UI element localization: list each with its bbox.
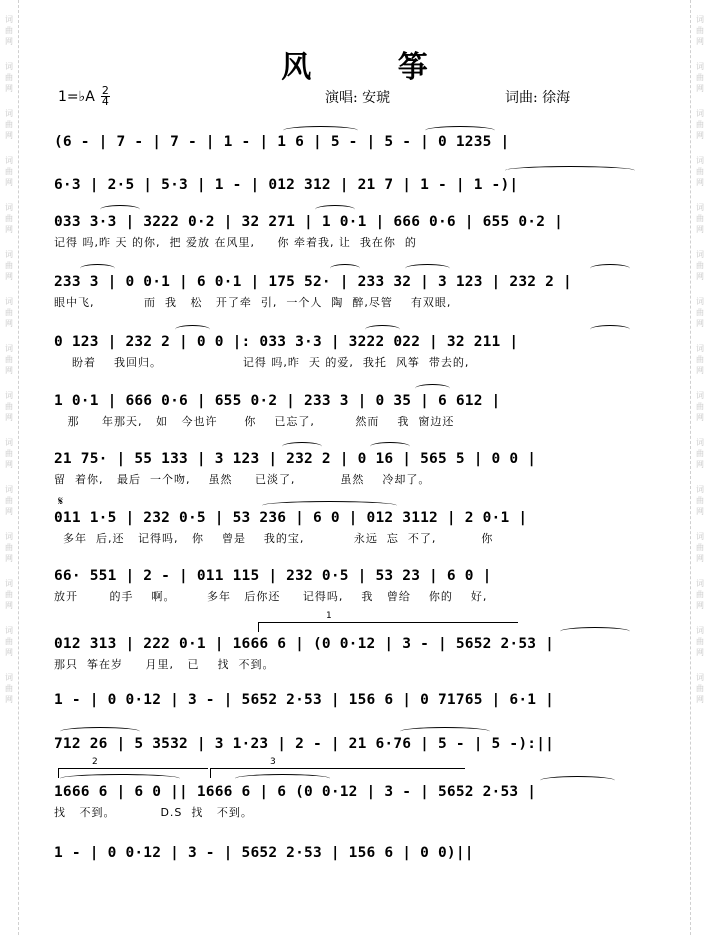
notation-line: 233 3 | 0 0·1 | 6 0·1 | 175 52· | 233 32 | 3 123 | 232 2 | <box>54 274 572 290</box>
lyrics-line: 盼着 我回归。 记得 吗,昨 天 的爱, 我托 风筝 带去的, <box>54 356 470 369</box>
score-system-13 <box>54 782 654 820</box>
watermark-text: 词曲网 <box>5 344 13 375</box>
slur <box>540 776 615 785</box>
watermark-text: 词曲网 <box>696 109 704 140</box>
watermark-text: 词曲网 <box>696 156 704 187</box>
watermark-text: 词曲网 <box>5 579 13 610</box>
notation-line: 6·3 | 2·5 | 5·3 | 1 - | 012 312 | 21 7 | 1 - | 1 -)| <box>54 177 519 193</box>
slur <box>235 774 330 783</box>
ending-bracket-2 <box>58 768 208 769</box>
time-bottom: 4 <box>101 95 109 108</box>
score-system-11 <box>54 690 654 710</box>
watermark-text: 词曲网 <box>5 156 13 187</box>
ending-bracket-1-hook <box>258 622 259 632</box>
notation-line: 712 26 | 5 3532 | 3 1·23 | 2 - | 21 6·76 | 5 - | 5 -):|| <box>54 736 555 752</box>
segno-sign: 𝄋 <box>58 494 64 508</box>
slur <box>175 325 210 334</box>
time-top: 2 <box>101 84 109 97</box>
slur <box>60 727 140 736</box>
slur <box>405 264 450 273</box>
notation-line: 0 123 | 232 2 | 0 0 |: 033 3·3 | 3222 022 | 32 211 | <box>54 334 519 350</box>
watermark-text: 词曲网 <box>696 62 704 93</box>
key-signature <box>58 86 110 107</box>
notation-line: 21 75· | 55 133 | 3 123 | 232 2 | 0 16 | 565 5 | 0 0 | <box>54 451 537 467</box>
watermark-text: 词曲网 <box>696 579 704 610</box>
score-system-5 <box>54 332 654 370</box>
watermark-text: 词曲网 <box>5 532 13 563</box>
lyrics-line: 记得 吗,昨 天 的你, 把 爱放 在风里, 你 牵着我, 让 我在你 的 <box>54 236 417 249</box>
notation-line: 1 - | 0 0·12 | 3 - | 5652 2·53 | 156 6 | 0 0)|| <box>54 845 474 861</box>
watermark-text: 词曲网 <box>5 391 13 422</box>
lyrics-line: 留 着你, 最后 一个吻, 虽然 已淡了, 虽然 冷却了。 <box>54 473 431 486</box>
watermark-text: 词曲网 <box>5 62 13 93</box>
slur <box>425 126 495 135</box>
score-system-3 <box>54 212 654 250</box>
ending-bracket-3-hook <box>210 768 211 778</box>
lyrics-line: 找 不到。 D.S 找 不到。 <box>54 806 253 819</box>
singer-credit: 演唱: 安琥 <box>325 90 391 106</box>
score-system-14 <box>54 843 654 863</box>
watermark-text: 词曲网 <box>696 203 704 234</box>
ending-bracket-2-hook <box>58 768 59 778</box>
slur <box>505 166 635 175</box>
lyrics-line: 那只 筝在岁 月里, 已 找 不到。 <box>54 658 275 671</box>
notation-line: 66· 551 | 2 - | 011 115 | 232 0·5 | 53 23 | 6 0 | <box>54 568 492 584</box>
watermark-text: 词曲网 <box>5 203 13 234</box>
watermark-text: 词曲网 <box>696 391 704 422</box>
notation-line: 1 - | 0 0·12 | 3 - | 5652 2·53 | 156 6 | 0 71765 | 6·1 | <box>54 692 555 708</box>
watermark-text: 词曲网 <box>696 532 704 563</box>
watermark-text: 词曲网 <box>5 485 13 516</box>
slur <box>330 264 360 273</box>
watermark-text: 词曲网 <box>5 438 13 469</box>
ending-bracket-3 <box>210 768 465 769</box>
notation-line: (6 - | 7 - | 7 - | 1 - | 1 6 | 5 - | 5 - | 0 1235 | <box>54 134 510 150</box>
watermark-text: 词曲网 <box>696 250 704 281</box>
score-system-9 <box>54 566 654 604</box>
ending-bracket-1 <box>258 622 518 623</box>
key-label: 1=♭A <box>58 88 95 105</box>
lyrics-line: 放开 的手 啊。 多年 后你还 记得吗, 我 曾给 你的 好, <box>54 590 488 603</box>
slur <box>415 384 450 393</box>
watermark-text: 词曲网 <box>696 438 704 469</box>
slur <box>282 442 322 451</box>
slur <box>590 325 630 334</box>
slur <box>370 442 410 451</box>
ending-label-1: 1 <box>326 611 332 621</box>
watermark-text: 词曲网 <box>696 15 704 46</box>
slur <box>283 126 358 135</box>
watermark-text: 词曲网 <box>696 344 704 375</box>
watermark-text: 词曲网 <box>696 297 704 328</box>
slur <box>80 264 115 273</box>
notation-line: 1 0·1 | 666 0·6 | 655 0·2 | 233 3 | 0 35 | 6 612 | <box>54 393 501 409</box>
left-watermark-strip <box>0 0 19 935</box>
notation-line: 012 313 | 222 0·1 | 1666 6 | (0 0·12 | 3 - | 5652 2·53 | <box>54 636 555 652</box>
slur <box>262 501 397 510</box>
slur <box>315 205 355 214</box>
ending-label-3: 3 <box>270 757 276 767</box>
notation-line: 033 3·3 | 3222 0·2 | 32 271 | 1 0·1 | 666 0·6 | 655 0·2 | <box>54 214 563 230</box>
watermark-text: 词曲网 <box>5 626 13 657</box>
right-watermark-strip <box>690 0 709 935</box>
score-system-6 <box>54 391 654 429</box>
watermark-text: 词曲网 <box>696 485 704 516</box>
watermark-text: 词曲网 <box>5 297 13 328</box>
watermark-text: 词曲网 <box>5 250 13 281</box>
slur <box>100 205 140 214</box>
lyrics-line: 多年 后,还 记得吗, 你 曾是 我的宝, 永远 忘 不了, 你 <box>54 532 494 545</box>
slur <box>400 727 490 736</box>
score-system-10 <box>54 634 654 672</box>
slur <box>365 325 400 334</box>
slur <box>590 264 630 273</box>
score-system-8 <box>54 508 654 546</box>
score-system-4 <box>54 272 654 310</box>
watermark-text: 词曲网 <box>696 626 704 657</box>
score-system-12 <box>54 734 654 754</box>
slur <box>60 774 180 783</box>
watermark-text: 词曲网 <box>5 673 13 704</box>
notation-line: 1666 6 | 6 0 || 1666 6 | 6 (0 0·12 | 3 - | 5652 2·53 | <box>54 784 537 800</box>
song-title: 风 筝 <box>281 50 466 85</box>
slur <box>560 627 630 636</box>
lyrics-line: 眼中飞, 而 我 松 开了牵 引, 一个人 陶 醉,尽管 有双眼, <box>54 296 452 309</box>
composer-credit: 词曲: 徐海 <box>505 90 571 106</box>
watermark-text: 词曲网 <box>5 109 13 140</box>
ending-label-2: 2 <box>92 757 98 767</box>
score-system-7 <box>54 449 654 487</box>
watermark-text: 词曲网 <box>5 15 13 46</box>
watermark-text: 词曲网 <box>696 673 704 704</box>
score-system-2 <box>54 175 654 195</box>
notation-line: 011 1·5 | 232 0·5 | 53 236 | 6 0 | 012 3112 | 2 0·1 | <box>54 510 528 526</box>
lyrics-line: 那 年那天, 如 今也许 你 已忘了, 然而 我 窗边还 <box>54 415 455 428</box>
time-signature <box>101 86 110 107</box>
score-system-1 <box>54 132 654 152</box>
